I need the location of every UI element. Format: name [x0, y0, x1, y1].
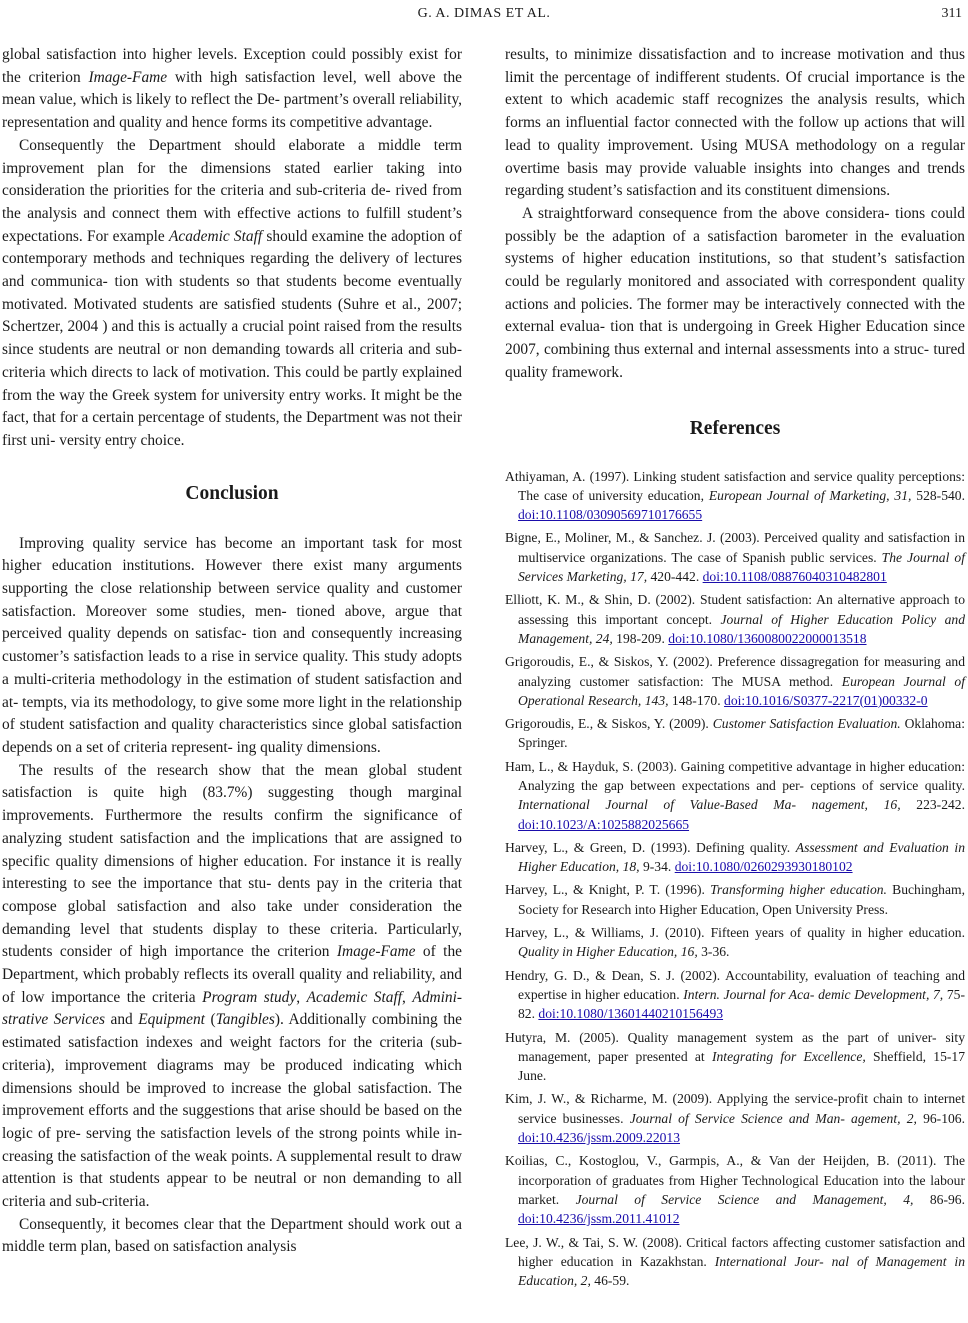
page-number: 311 [941, 6, 962, 21]
text-run: 3-36. [697, 944, 730, 960]
text-run: 9-34. [639, 859, 675, 875]
doi-link[interactable]: doi:10.1016/S0377-2217(01)00332-0 [724, 692, 928, 708]
italic-text: Academic Staff [169, 227, 263, 245]
text-run: Oklahoma: Springer. [518, 716, 965, 751]
text-run: 528-540. [911, 487, 965, 503]
conclusion-heading: Conclusion [185, 482, 279, 504]
italic-text: Quality in Higher Education, 16, [518, 944, 698, 960]
reference-item [505, 1151, 965, 1228]
italic-text: Image-Fame [88, 68, 168, 86]
reference-item [505, 923, 965, 962]
doi-link[interactable]: doi:10.1023/A:1025882025665 [518, 816, 690, 832]
paragraph [505, 203, 965, 385]
paragraph [2, 44, 462, 135]
text-run: Athiyaman, A. (1997). Linking student satisfaction and service quality perceptions: The case of university education, [505, 468, 965, 503]
reference-item [505, 1028, 965, 1086]
text-run: ). Additionally combining the estimated satisfaction indexes and weight factors for the criteria (sub-criteria), improvement diagrams may be produced indicating which dimensions should be improved to increase the global satisfaction. The improvement efforts and the suggestions that arise should be based on the logic of pre- serving the satisfaction levels of the strong points while in- creasing the satisfaction of the weak points. A supplemental result to draw attention is that students appear to be neutral or non demanding to all criteria and sub-criteria. [2, 1011, 463, 1211]
italic-text: Journal of Service Science and Man- agement, 2, [629, 1110, 917, 1126]
left-column [2, 44, 462, 1259]
text-run: The results of the research show that the mean global student satisfaction is quite high (83.7%) suggesting though marginal improvements. Furthermore the results confirm the significance of analyzing student satisfaction and the implications that are assigned to specific quality dimensions of higher education. For instance it is really interesting to see the importance that stu- dents pay in the criteria that compose global satisfaction and also take under consideration the demanding level that students display to these criteria. Particularly, students consider of high importance the criterion [2, 761, 462, 961]
italic-text: International Journal of Value-Based Ma- nagement, 16, [518, 797, 901, 813]
text-run: A straightforward consequence from the above considera- tions could possibly be the adaption of a satisfaction barometer in the evaluation systems of higher education institutions, so that student’s satisfaction could be regularly monitored and associated with correspondent quality actions and policies. The former may be interactively connected with the external evalua- tion that is undergoing in Greek Higher Education since 2007, combining thus external and internal assessments into a struc- tured quality framework. [505, 204, 965, 381]
text-run: Bigne, E., Moliner, M., & Sanchez. J. (2003). Perceived quality and satisfaction in multiservice organizations. The case of Spanish public services. [505, 530, 965, 565]
doi-link[interactable]: doi:10.1080/13601440210156493 [538, 1006, 724, 1022]
paragraph [2, 760, 462, 1214]
paragraph [2, 135, 462, 453]
text-run: Harvey, L., & Green, D. (1993). Defining quality. [505, 839, 796, 855]
italic-text: European Journal of Marketing, 31, [708, 487, 912, 503]
text-run: 198-209. [612, 630, 669, 646]
text-run: 148-170. [668, 692, 725, 708]
italic-text: International Jour- nal of Management in Education, 2, [518, 1253, 965, 1289]
reference-item [505, 652, 965, 710]
reference-item [505, 590, 965, 648]
paragraph [505, 44, 965, 203]
italic-text: Journal of Service Science and Management, 4, [575, 1191, 914, 1207]
text-run: Ham, L., & Hayduk, S. (2003). Gaining competitive advantage in higher education: Analyzing the gap between expectations and per- ceptions of service quality. [505, 758, 965, 793]
italic-text: Admini- strative Services [2, 988, 463, 1029]
text-run: , [296, 988, 307, 1006]
paragraph [2, 1214, 462, 1259]
text-run: Grigoroudis, E., & Siskos, Y. (2002). Preference dissagregation for measuring and analyzing customer satisfaction: The MUSA method. [505, 654, 965, 689]
reference-item [505, 467, 965, 525]
text-run: Consequently, it becomes clear that the Department should work out a middle term plan, based on satisfaction analysis [2, 1215, 462, 1256]
reference-item [505, 966, 965, 1024]
text-run: 96-106. [916, 1110, 965, 1126]
doi-link[interactable]: doi:10.1108/03090569710176655 [518, 507, 703, 523]
italic-text: Customer Satisfaction Evaluation. [712, 716, 901, 732]
italic-text: Intern. Journal for Aca- demic Development, 7, [683, 986, 944, 1002]
italic-text: European Journal of Operational Research, 143, [518, 673, 966, 708]
text-run: Lee, J. W., & Tai, S. W. (2008). Critical factors affecting customer satisfaction and higher education in Kazakhstan. [505, 1234, 965, 1269]
text-run: Harvey, L., & Knight, P. T. (1996). [505, 882, 711, 898]
reference-item [505, 838, 965, 877]
text-run: 46-59. [590, 1273, 630, 1289]
doi-link[interactable]: doi:10.4236/jssm.2011.41012 [518, 1211, 680, 1227]
doi-link[interactable]: doi:10.1080/0260293930180102 [674, 859, 853, 875]
text-run: Sheffield, 15-17 June. [518, 1048, 965, 1084]
text-run: Consequently the Department should elaborate a middle term improvement plan for the dimensions stated earlier taking into consideration the priorities for the criteria and sub-criteria de- rived from the analysis and connect them with effective actions to fulfill student’s expectations. For example [2, 136, 462, 245]
text-run: 223-242. [900, 797, 965, 813]
text-run: Harvey, L., & Williams, J. (2010). Fifteen years of quality in higher education. [505, 925, 965, 941]
reference-item [505, 880, 965, 919]
italic-text: Integrating for Excellence, [711, 1048, 866, 1064]
text-run: of the Department, which probably reflects its overall quality and reliability, and of low importance the criteria [2, 943, 462, 1006]
right-column [505, 44, 965, 1294]
italic-text: Journal of Higher Education Policy and Management, 24, [518, 611, 965, 646]
text-run: results, to minimize dissatisfaction and to increase motivation and thus limit the percentage of indifferent students. Of crucial importance is the extent to which academic staff recognizes the analysis results, which forms an influential factor connected with the follow up actions that will lead to quality improvement. Using MUSA methodology on a regular overtime basis may provide valuable insights into changes and trends regarding student’s satisfaction and its constituent dimensions. [505, 46, 965, 200]
italic-text: Academic Staff [306, 988, 403, 1006]
text-run: Hutyra, M. (2005). Quality management system as the part of univer- sity management, paper presented at [505, 1029, 965, 1064]
references-heading: References [689, 417, 781, 439]
paragraph [2, 533, 462, 760]
reference-item [505, 1233, 965, 1291]
text-run: ( [204, 1011, 216, 1029]
text-run: and [104, 1011, 139, 1029]
text-run: Buchingham, Society for Research into Higher Education, Open University Press. [518, 882, 965, 917]
text-run: Kim, J. W., & Richarme, M. (2009). Applying the service-profit chain to internet service businesses. [505, 1091, 965, 1126]
running-head: G. A. DIMAS ET AL. [417, 6, 551, 21]
text-run: 420-442. [647, 569, 703, 585]
italic-text: Image-Fame [336, 943, 416, 961]
italic-text: Transforming higher education. [710, 882, 887, 898]
italic-text: Assessment and Evaluation in Higher Education, 18, [518, 839, 965, 875]
reference-item [505, 1089, 965, 1147]
doi-link[interactable]: doi:10.1080/1360080022000013518 [668, 630, 867, 646]
italic-text: Tangibles [215, 1011, 275, 1029]
text-run: Hendry, G. D., & Dean, S. J. (2002). Accountability, evaluation of teaching and expertise in higher education. [505, 967, 965, 1002]
italic-text: Program study [202, 988, 297, 1006]
text-run: Elliott, K. M., & Shin, D. (2002). Student satisfaction: An alternative approach to assessing this important concept. [505, 592, 965, 627]
italic-text: The Journal of Services Marketing, 17, [518, 549, 965, 585]
italic-text: Equipment [138, 1011, 205, 1029]
text-run: global satisfaction into higher levels. Exception could possibly exist for the criterion [2, 46, 462, 86]
text-run: 86-96. [913, 1191, 965, 1207]
reference-item [505, 528, 965, 586]
reference-list [505, 467, 965, 1291]
running-header [0, 0, 968, 24]
text-run: 75-82. [518, 986, 965, 1022]
doi-link[interactable]: doi:10.1108/08876040310482801 [702, 569, 887, 585]
text-run: should examine the adoption of contemporary methods and techniques regarding the delivery of lectures and communica- tion with students so that students become eventually motivated. Motivated students are satisfied students (Suhre et al., 2007; Schertzer, 2004 ) and this is actually a crucial point raised from the results since students are neutral or non demanding towards all criteria and sub-criteria which directs to lack of motivation. This could be partly explained from the way the Greek system for university entry works. It might be the fact, that for a certain percentage of students, the Department was not their first uni- versity entry choice. [2, 227, 462, 449]
text-run: with high satisfaction level, well above the mean value, which is likely to reflect the De- partment’s overall reliability, representation and quality and hence forms its competitive advantage. [2, 68, 462, 132]
text-run: Improving quality service has become an important task for most higher education institutions. However there exist many arguments supporting the close relationship between service quality and customer satisfaction. Moreover some studies, men- tioned above, argue that perceived quality depends on satisfac- tion and consequently increasing customer’s satisfaction leads to a rise in service quality. This study adopts a multi-criteria methodology in the estimation of student satisfaction and at- tempts, via its methodology, to give some more light in the relationship of student satisfaction and quality characteristics since global satisfaction depends on a set of criteria represent- ing quality dimensions. [2, 534, 462, 756]
reference-item [505, 757, 965, 834]
reference-item [505, 714, 965, 753]
text-run: Koilias, C., Kostoglou, V., Garmpis, A., & Van der Heijden, B. (2011). The incorporation of graduates from Higher Technological Education into the labour market. [505, 1153, 965, 1207]
text-run: Grigoroudis, E., & Siskos, Y. (2009). [505, 716, 713, 732]
text-run: , [402, 988, 413, 1006]
doi-link[interactable]: doi:10.4236/jssm.2009.22013 [518, 1130, 681, 1146]
